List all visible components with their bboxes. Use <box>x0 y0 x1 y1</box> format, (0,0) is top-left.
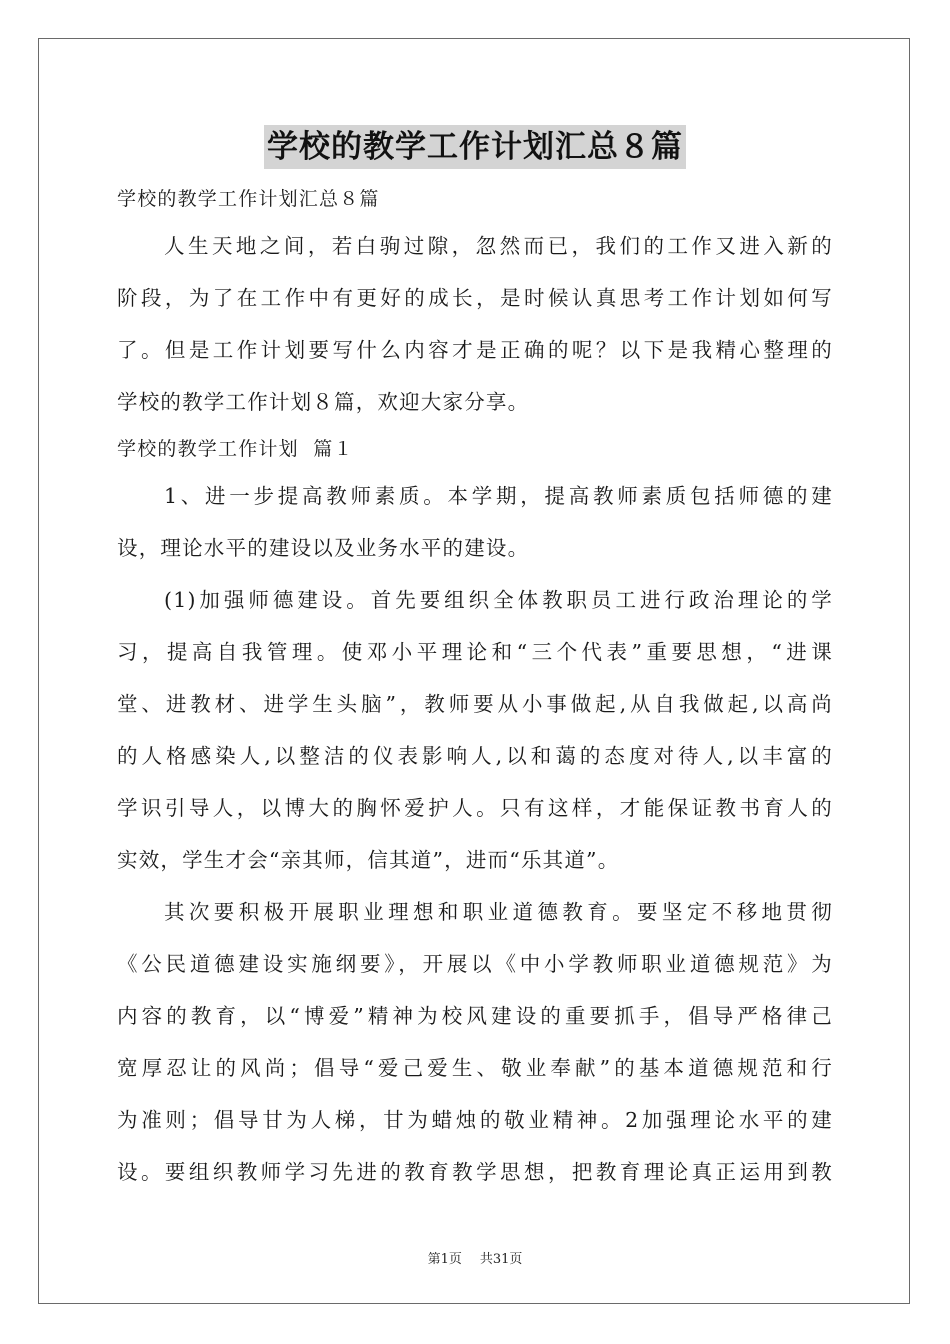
intro-line: 了。但是工作计划要写什么内容才是正确的呢？以下是我精心整理的 <box>117 338 833 362</box>
paragraph-line: 《公民道德建设实施纲要》，开展以《中小学教师职业道德规范》为 <box>117 952 833 976</box>
intro-line: 阶段，为了在工作中有更好的成长，是时候认真思考工作计划如何写 <box>117 286 833 310</box>
section-heading: 学校的教学工作计划 篇１ <box>117 438 354 460</box>
intro-line: 学校的教学工作计划８篇，欢迎大家分享。 <box>117 390 530 414</box>
total-pages: 共31页 <box>479 1252 523 1267</box>
paragraph-line: 1、进一步提高教师素质。本学期，提高教师素质包括师德的建 <box>164 484 833 508</box>
intro-line: 人生天地之间，若白驹过隙，忽然而已，我们的工作又进入新的 <box>164 234 833 258</box>
paragraph-line: 设。要组织教师学习先进的教育教学思想，把教育理论真正运用到教 <box>117 1160 833 1184</box>
paragraph-line: 设，理论水平的建设以及业务水平的建设。 <box>117 536 530 560</box>
paragraph-line: 为准则；倡导甘为人梯，甘为蜡烛的敬业精神。2加强理论水平的建 <box>117 1108 833 1132</box>
page-footer <box>0 1248 950 1267</box>
document-body <box>117 178 833 1198</box>
paragraph-line: 学识引导人，以博大的胸怀爱护人。只有这样，才能保证教书育人的 <box>117 796 833 820</box>
paragraph-line: 习，提高自我管理。使邓小平理论和“三个代表”重要思想，“进课 <box>117 640 833 664</box>
paragraph-line: 其次要积极开展职业理想和职业道德教育。要坚定不移地贯彻 <box>164 900 833 924</box>
paragraph-line: (1)加强师德建设。首先要组织全体教职员工进行政治理论的学 <box>164 588 833 612</box>
paragraph-line: 实效，学生才会“亲其师，信其道”，进而“乐其道”。 <box>117 848 620 872</box>
paragraph-line: 内容的教育，以“博爱”精神为校风建设的重要抓手，倡导严格律己 <box>117 1004 833 1028</box>
paragraph-line: 宽厚忍让的风尚；倡导“爱己爱生、敬业奉献”的基本道德规范和行 <box>117 1056 833 1080</box>
paragraph-line: 堂、进教材、进学生头脑”，教师要从小事做起,从自我做起,以高尚 <box>117 692 833 716</box>
title-container <box>0 125 950 169</box>
paragraph-line: 的人格感染人,以整洁的仪表影响人,以和蔼的态度对待人,以丰富的 <box>117 744 833 768</box>
document-title: 学校的教学工作计划汇总８篇 <box>264 125 686 169</box>
page-number: 第1页 <box>427 1252 462 1267</box>
document-subtitle: 学校的教学工作计划汇总８篇 <box>117 188 380 210</box>
